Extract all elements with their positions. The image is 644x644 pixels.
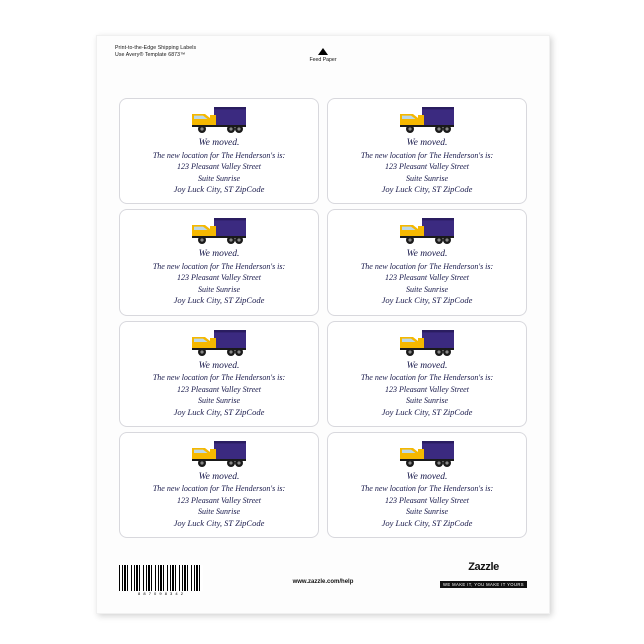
label-line-moved: We moved.: [198, 471, 240, 482]
brand-name: Zazzle: [468, 561, 499, 573]
feed-paper-indicator: [97, 48, 549, 63]
label-line-suite: Suite Sunrise: [198, 396, 240, 405]
label-text-block: [361, 472, 493, 530]
label-line-location: The new location for The Henderson's is:: [152, 373, 286, 382]
moving-truck-icon: [396, 214, 458, 248]
label-line-city: Joy Luck City, ST ZipCode: [173, 406, 265, 417]
label-line-address: 123 Pleasant Valley Street: [385, 384, 469, 394]
moving-truck-icon: [396, 437, 458, 471]
label-line-location: The new location for The Henderson's is:: [152, 484, 286, 494]
label-text-block: [153, 249, 285, 307]
label-line-moved: We moved.: [406, 138, 448, 148]
header-note-line-1: Print-to-the-Edge Shipping Labels: [115, 45, 197, 51]
shipping-label[interactable]: [327, 209, 527, 315]
label-text-block: [361, 249, 493, 307]
moving-truck-icon: [188, 214, 250, 248]
label-line-location: The new location for The Henderson's is:: [360, 484, 494, 494]
label-line-address: 123 Pleasant Valley Street: [385, 273, 469, 283]
shipping-label[interactable]: [327, 432, 527, 538]
help-url[interactable]: www.zazzle.com/help: [292, 579, 354, 585]
barcode-bars: [119, 565, 203, 591]
label-text-block: [153, 138, 285, 196]
label-line-moved: We moved.: [198, 249, 240, 260]
label-line-city: Joy Luck City, ST ZipCode: [173, 184, 265, 194]
label-line-suite: Suite Sunrise: [198, 284, 240, 294]
label-line-location: The new location for The Henderson's is:: [360, 261, 494, 271]
sheet-footer: [97, 561, 549, 601]
label-line-moved: We moved.: [406, 360, 448, 371]
label-text-block: [361, 138, 493, 196]
shipping-label[interactable]: [327, 321, 527, 427]
shipping-label[interactable]: [119, 209, 319, 315]
header-note-line-2: Use Avery® Template 6873™: [115, 52, 186, 58]
label-line-city: Joy Luck City, ST ZipCode: [173, 517, 265, 528]
label-line-city: Joy Luck City, ST ZipCode: [381, 184, 473, 194]
label-line-location: The new location for The Henderson's is:: [360, 150, 494, 160]
label-grid: [119, 98, 527, 538]
label-line-suite: Suite Sunrise: [406, 173, 448, 183]
label-line-city: Joy Luck City, ST ZipCode: [381, 406, 473, 417]
label-line-address: 123 Pleasant Valley Street: [177, 273, 261, 283]
label-line-location: The new location for The Henderson's is:: [360, 373, 494, 382]
label-line-city: Joy Luck City, ST ZipCode: [381, 295, 473, 306]
label-line-suite: Suite Sunrise: [406, 284, 448, 294]
label-line-city: Joy Luck City, ST ZipCode: [173, 295, 265, 306]
barcode-number: 8 8 7 0 9 8 3 4 2: [138, 591, 184, 596]
shipping-label[interactable]: [327, 98, 527, 204]
label-line-location: The new location for The Henderson's is:: [152, 261, 286, 271]
feed-arrow-icon: [318, 48, 328, 55]
brand-logo: [440, 561, 527, 591]
label-line-address: 123 Pleasant Valley Street: [177, 384, 261, 394]
label-text-block: [361, 361, 493, 419]
label-line-moved: We moved.: [198, 360, 240, 371]
label-text-block: [153, 361, 285, 419]
moving-truck-icon: [396, 326, 458, 360]
shipping-label[interactable]: [119, 98, 319, 204]
label-line-suite: Suite Sunrise: [198, 507, 240, 517]
moving-truck-icon: [188, 437, 250, 471]
moving-truck-icon: [396, 103, 458, 137]
feed-paper-label: Feed Paper: [309, 57, 337, 63]
label-line-suite: Suite Sunrise: [406, 507, 448, 517]
brand-tagline: WE MAKE IT, YOU MAKE IT YOURS: [440, 581, 527, 588]
label-line-address: 123 Pleasant Valley Street: [177, 162, 261, 171]
shipping-label[interactable]: [119, 432, 319, 538]
label-line-location: The new location for The Henderson's is:: [152, 150, 286, 160]
label-line-address: 123 Pleasant Valley Street: [385, 162, 469, 171]
label-line-address: 123 Pleasant Valley Street: [385, 495, 469, 505]
label-line-moved: We moved.: [406, 471, 448, 482]
label-line-suite: Suite Sunrise: [406, 396, 448, 405]
label-line-city: Joy Luck City, ST ZipCode: [381, 517, 473, 528]
moving-truck-icon: [188, 103, 250, 137]
label-line-suite: Suite Sunrise: [198, 173, 240, 183]
moving-truck-icon: [188, 326, 250, 360]
shipping-label[interactable]: [119, 321, 319, 427]
label-line-moved: We moved.: [406, 249, 448, 260]
label-text-block: [153, 472, 285, 530]
label-line-address: 123 Pleasant Valley Street: [177, 495, 261, 505]
label-line-moved: We moved.: [198, 138, 240, 148]
label-sheet: [96, 35, 550, 614]
